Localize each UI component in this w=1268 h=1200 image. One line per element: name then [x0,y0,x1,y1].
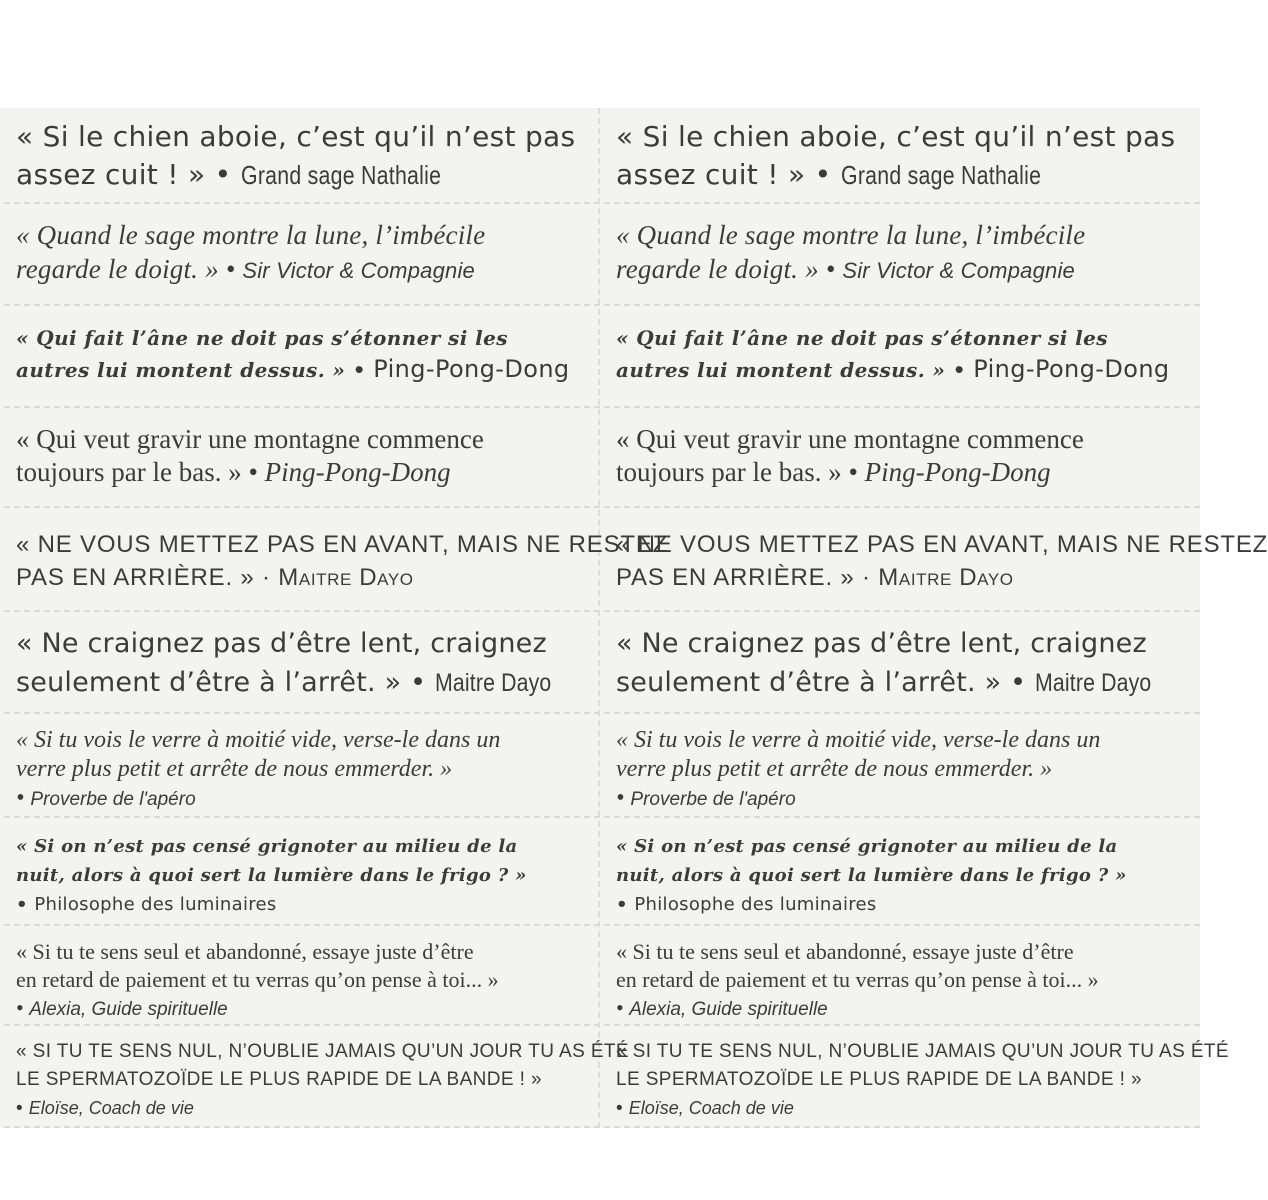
quote-line [616,624,1194,663]
quote-text [616,832,1194,919]
quote-line-text: « Si tu vois le verre à moitié vide, verse-le dans un [16,727,501,753]
quote-sheet [0,108,1268,1128]
quote-line [616,354,1194,386]
quote-line [616,323,1194,354]
quote-line [16,755,594,784]
quote-line [16,118,594,156]
quote-author: Proverbe de l'apéro [630,789,796,810]
quote-line [616,832,1194,861]
quote-line [616,156,1194,194]
quote-text [16,218,594,288]
quote-line-text: regarde le doigt. » • [16,254,243,284]
quote-line [16,218,594,252]
quote-strip [604,204,1200,306]
quote-line [16,156,594,194]
quote-line-text: regarde le doigt. » • [616,254,843,284]
quote-line [16,726,594,755]
quote-line [616,1094,1194,1123]
quote-line [616,726,1194,755]
quote-line-text: verre plus petit et arrête de nous emmerder. » [16,756,453,782]
quote-line [16,561,594,594]
quote-strip [4,408,600,508]
quote-line-text: « Quand le sage montre la lune, l’imbécile [616,220,1086,250]
quote-line-text: • [616,995,630,1020]
quote-line-text: « Qui fait l’âne ne doit pas s’étonner si les [16,326,508,350]
quote-author: Maitre Dayo [278,564,414,591]
quote-line-text: « Qui veut gravir une montagne commence [616,424,1084,454]
quote-author: Sir Victor & Compagnie [242,258,475,283]
quote-line [16,423,594,456]
quote-line [16,966,594,994]
quote-author: Maitre Dayo [878,564,1014,591]
quote-strip [604,408,1200,508]
quote-text [16,938,594,1024]
quote-text [16,1038,629,1123]
quote-author: Philosophe des luminaires [34,894,277,915]
quote-text [16,832,594,919]
quote-line-text: autres lui montent dessus. » • [16,358,374,382]
quote-line-text: « Si tu te sens seul et abandonné, essaye juste d’être [616,939,1074,964]
quote-line-text: « Si le chien aboie, c’est qu’il n’est pas [16,120,576,153]
quote-author: Ping-Pong-Dong [973,355,1170,383]
quote-line-text: « Qui veut gravir une montagne commence [16,424,484,454]
quote-line-text: autres lui montent dessus. » • [616,358,974,382]
quote-line [16,354,594,386]
quote-line [616,966,1194,994]
quote-line [616,784,1194,814]
quote-line [616,890,1194,919]
quote-line [16,663,594,703]
quote-text [16,323,594,386]
quote-line-text: « Ne craignez pas d’être lent, craignez [616,628,1147,659]
quote-author: Grand sage Nathalie [840,160,1041,190]
quote-line-text: « NE VOUS METTEZ PAS EN AVANT, MAIS NE RESTEZ [16,531,669,558]
quote-text [616,528,1268,594]
quote-text [616,726,1194,814]
quote-line-text: « Si tu te sens seul et abandonné, essaye juste d’être [16,939,474,964]
quote-line-text: • [16,894,35,915]
quote-strip [604,108,1200,204]
quote-line [616,938,1194,966]
quote-strip [604,1026,1229,1128]
quote-text [616,218,1194,288]
quote-strip [4,306,600,408]
quote-author: Alexia, Guide spirituelle [29,999,228,1020]
quote-line-text: « Si on n’est pas censé grignoter au milieu de la [16,836,518,857]
quote-strip [604,714,1200,818]
quote-text [16,118,594,194]
quote-line-text: « Quand le sage montre la lune, l’imbécile [16,220,486,250]
quote-line [616,861,1194,890]
quote-author: Philosophe des luminaires [634,894,877,915]
quote-line-text: en retard de paiement et tu verras qu’on pense à toi... » [16,967,499,992]
quote-line-text: PAS EN ARRIÈRE. » · [616,564,879,591]
quote-strip [4,612,600,714]
quote-text [16,528,669,594]
quote-text [616,423,1194,489]
quote-strip [604,306,1200,408]
quote-strip [4,818,600,926]
quote-line-text: • [16,785,31,811]
quote-line-text: • [16,1098,29,1119]
quote-line [16,784,594,814]
quote-line [616,561,1194,594]
quote-line-text: assez cuit ! » • [616,158,841,191]
quote-line [616,1066,1194,1094]
quote-line-text: « Si on n’est pas censé grignoter au milieu de la [616,836,1118,857]
quote-line-text: en retard de paiement et tu verras qu’on pense à toi... » [616,967,1099,992]
quote-line [616,994,1194,1024]
quote-author: Ping-Pong-Dong [864,457,1051,487]
quote-text [616,1038,1229,1123]
quote-author: Maitre Dayo [1034,669,1152,697]
quote-line [16,938,594,966]
quote-line-text: • [16,995,30,1020]
quote-line-text: verre plus petit et arrête de nous emmerder. » [616,756,1053,782]
quote-line [16,1066,594,1094]
quote-strip [604,508,1268,612]
quote-author: Ping-Pong-Dong [264,457,451,487]
quote-line [616,456,1194,489]
quote-line [16,861,594,890]
quote-strip [4,926,600,1026]
quote-line-text: « Si le chien aboie, c’est qu’il n’est pas [616,120,1176,153]
quote-text [16,726,594,814]
quote-line [16,994,594,1024]
quote-line-text: nuit, alors à quoi sert la lumière dans le frigo ? » [616,865,1127,886]
quote-author: Grand sage Nathalie [240,160,441,190]
quote-text [616,938,1194,1024]
quote-line-text: « Si tu vois le verre à moitié vide, verse-le dans un [616,727,1101,753]
quote-line [616,218,1194,252]
quote-line [16,323,594,354]
quote-text [16,423,594,489]
quote-author: Proverbe de l'apéro [30,789,196,810]
quote-strip [4,714,600,818]
quote-line [616,528,1268,561]
quote-line [16,252,594,288]
quote-line [616,663,1194,703]
quote-line [16,1094,594,1123]
quote-line-text: LE SPERMATOZOÏDE LE PLUS RAPIDE DE LA BANDE ! » [16,1069,542,1090]
quote-line-text: • [616,1098,629,1119]
quote-line-text: toujours par le bas. » • [616,457,865,487]
quote-line-text: « SI TU TE SENS NUL, N’OUBLIE JAMAIS QU’UN JOUR TU AS ÉTÉ [616,1041,1229,1062]
quote-line [16,528,669,561]
quote-line-text: assez cuit ! » • [16,158,241,191]
quote-line-text: seulement d’être à l’arrêt. » • [616,667,1035,698]
quote-line-text: « Qui fait l’âne ne doit pas s’étonner si les [616,326,1108,350]
quote-line-text: • [616,894,635,915]
quote-line-text: LE SPERMATOZOÏDE LE PLUS RAPIDE DE LA BANDE ! » [616,1069,1142,1090]
quote-line-text: seulement d’être à l’arrêt. » • [16,667,435,698]
quote-author: Ping-Pong-Dong [373,355,570,383]
quote-line [16,832,594,861]
quote-strip [604,818,1200,926]
quote-line [616,252,1194,288]
quote-column-left [4,108,669,1128]
quote-text [616,118,1194,194]
quote-strip [4,508,669,612]
quote-line [616,1038,1229,1066]
quote-line-text: PAS EN ARRIÈRE. » · [16,564,279,591]
quote-line-text: • [616,785,631,811]
quote-line [16,624,594,663]
quote-line [616,423,1194,456]
quote-line-text: « NE VOUS METTEZ PAS EN AVANT, MAIS NE RESTEZ [616,531,1268,558]
quote-line [616,118,1194,156]
quote-line-text: nuit, alors à quoi sert la lumière dans le frigo ? » [16,865,527,886]
quote-column-right [604,108,1268,1128]
quote-line [16,1038,629,1066]
quote-strip [4,108,600,204]
quote-author: Eloïse, Coach de vie [628,1098,794,1118]
quote-line-text: « Ne craignez pas d’être lent, craignez [16,628,547,659]
quote-strip [604,612,1200,714]
quote-line [16,890,594,919]
quote-text [16,624,594,703]
quote-author: Maitre Dayo [434,669,552,697]
quote-strip [604,926,1200,1026]
quote-line [616,755,1194,784]
quote-strip [4,1026,629,1128]
quote-strip [4,204,600,306]
quote-author: Eloïse, Coach de vie [28,1098,194,1118]
quote-text [616,323,1194,386]
quote-author: Sir Victor & Compagnie [842,258,1075,283]
quote-author: Alexia, Guide spirituelle [629,999,828,1020]
quote-line-text: toujours par le bas. » • [16,457,265,487]
quote-text [616,624,1194,703]
quote-line [16,456,594,489]
quote-line-text: « SI TU TE SENS NUL, N’OUBLIE JAMAIS QU’UN JOUR TU AS ÉTÉ [16,1041,629,1062]
